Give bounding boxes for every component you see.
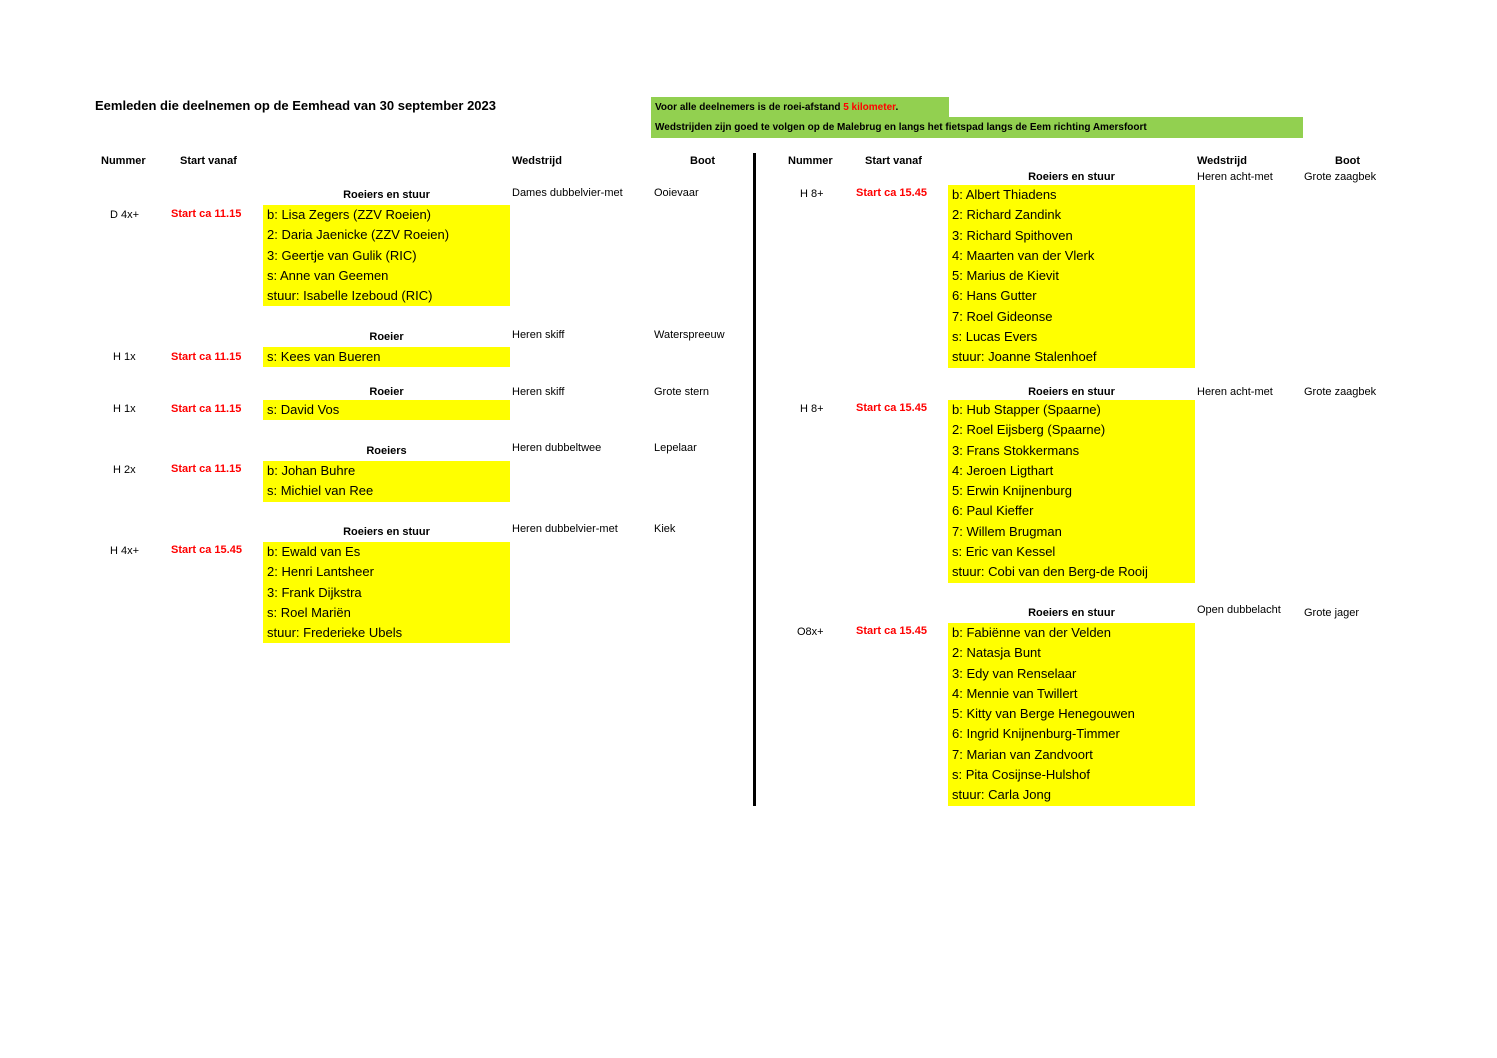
crew-member: 7: Marian van Zandvoort	[952, 746, 1093, 762]
crew-list	[948, 623, 1195, 806]
crew-member: s: Michiel van Ree	[267, 483, 374, 499]
crew-member: stuur: Carla Jong	[952, 787, 1051, 803]
crew-subheader: Roeiers en stuur	[343, 526, 430, 538]
crew-member: stuur: Cobi van den Berg-de Rooij	[952, 564, 1148, 580]
crew-list	[263, 461, 510, 502]
start-time: Start ca 11.15	[171, 208, 242, 220]
nummer: O8x+	[797, 626, 824, 638]
boot: Kiek	[654, 523, 676, 535]
crew-member: b: Lisa Zegers (ZZV Roeien)	[267, 207, 432, 222]
crew-member: b: Ewald van Es	[267, 544, 361, 559]
crew-member: stuur: Isabelle Izeboud (RIC)	[267, 288, 433, 304]
crew-member: 6: Hans Gutter	[952, 288, 1037, 304]
header-start-left: Start vanaf	[180, 155, 237, 167]
crew-member: 3: Geertje van Gulik (RIC)	[267, 247, 417, 263]
crew-member: 6: Paul Kieffer	[952, 503, 1034, 519]
crew-member: 5: Marius de Kievit	[952, 268, 1059, 284]
header-boot-right: Boot	[1335, 155, 1361, 167]
nummer: D 4x+	[110, 209, 140, 221]
crew-subheader: Roeiers en stuur	[1028, 607, 1115, 619]
start-time: Start ca 15.45	[856, 187, 927, 199]
boot: Grote zaagbek	[1304, 386, 1377, 398]
nummer: H 4x+	[110, 545, 140, 557]
crew-member: s: Lucas Evers	[952, 329, 1038, 345]
crew-member: 3: Frans Stokkermans	[952, 442, 1080, 458]
crew-subheader: Roeier	[369, 331, 404, 343]
distance-note	[651, 97, 949, 118]
column-divider	[753, 153, 756, 806]
crew-subheader: Roeiers en stuur	[1028, 171, 1115, 183]
crew-subheader: Roeiers en stuur	[1028, 386, 1115, 398]
crew-member: 3: Frank Dijkstra	[267, 584, 362, 600]
crew-member: s: Roel Mariën	[267, 604, 351, 620]
header-nummer-right: Nummer	[788, 155, 833, 167]
crew-member: 6: Ingrid Knijnenburg-Timmer	[952, 726, 1120, 742]
wedstrijd: Dames dubbelvier-met	[512, 187, 623, 199]
boot: Grote jager	[1304, 607, 1360, 619]
crew-member: 5: Kitty van Berge Henegouwen	[952, 706, 1135, 722]
crew-member: 4: Jeroen Ligthart	[952, 462, 1054, 478]
boot: Grote stern	[654, 386, 710, 398]
start-time: Start ca 11.15	[171, 463, 242, 475]
crew-member: 3: Edy van Renselaar	[952, 665, 1077, 681]
crew-member: 2: Natasja Bunt	[952, 645, 1041, 661]
crew-member: 7: Roel Gideonse	[952, 308, 1053, 324]
boot: Grote zaagbek	[1304, 171, 1377, 183]
crew-list	[263, 400, 510, 420]
crew-member: s: David Vos	[267, 402, 340, 417]
crew-list	[948, 185, 1195, 368]
crew-subheader: Roeiers	[366, 445, 407, 457]
crew-member: 2: Henri Lantsheer	[267, 564, 374, 580]
start-time: Start ca 11.15	[171, 351, 242, 363]
header-wedstrijd-right: Wedstrijd	[1197, 155, 1247, 167]
crew-list	[263, 347, 510, 367]
crew-list	[263, 205, 510, 306]
wedstrijd: Open dubbelacht	[1197, 604, 1281, 616]
start-time: Start ca 15.45	[856, 625, 927, 637]
header-nummer-left: Nummer	[101, 155, 146, 167]
boot: Waterspreeuw	[654, 329, 725, 341]
crew-member: 4: Maarten van der Vlerk	[952, 247, 1095, 263]
wedstrijd: Heren dubbelvier-met	[512, 523, 618, 535]
distance-note-suffix: .	[895, 102, 899, 113]
crew-member: 2: Roel Eijsberg (Spaarne)	[952, 422, 1106, 438]
crew-member: b: Fabiënne van der Velden	[952, 625, 1112, 640]
crew-list	[948, 400, 1195, 583]
wedstrijd: Heren skiff	[512, 386, 565, 398]
crew-member: 4: Mennie van Twillert	[952, 685, 1078, 701]
crew-list	[263, 542, 510, 643]
crew-member: 7: Willem Brugman	[952, 523, 1062, 539]
crew-member: 3: Richard Spithoven	[952, 227, 1073, 243]
boot: Lepelaar	[654, 442, 697, 454]
nummer: H 1x	[113, 403, 136, 415]
crew-member: stuur: Joanne Stalenhoef	[952, 349, 1097, 365]
distance-highlight: 5 kilometer	[843, 102, 896, 113]
crew-member: 5: Erwin Knijnenburg	[952, 483, 1072, 499]
crew-member: s: Pita Cosijnse-Hulshof	[952, 767, 1090, 783]
crew-member: 2: Daria Jaenicke (ZZV Roeien)	[267, 227, 450, 243]
page-title: Eemleden die deelnemen op de Eemhead van 30 september 2023	[95, 98, 497, 113]
wedstrijd: Heren dubbeltwee	[512, 442, 602, 454]
crew-member: stuur: Frederieke Ubels	[267, 625, 403, 641]
header-start-right: Start vanaf	[865, 155, 922, 167]
header-boot-left: Boot	[690, 155, 716, 167]
wedstrijd: Heren acht-met	[1197, 386, 1273, 398]
crew-member: b: Hub Stapper (Spaarne)	[952, 402, 1101, 417]
wedstrijd: Heren acht-met	[1197, 171, 1273, 183]
distance-note-prefix: Voor alle deelnemers is de roei-afstand	[655, 102, 844, 113]
nummer: H 1x	[113, 351, 136, 363]
start-time: Start ca 15.45	[856, 402, 927, 414]
header-wedstrijd-left: Wedstrijd	[512, 155, 562, 167]
crew-member: s: Eric van Kessel	[952, 544, 1056, 560]
crew-member: b: Johan Buhre	[267, 463, 356, 478]
crew-subheader: Roeiers en stuur	[343, 189, 430, 201]
crew-member: 2: Richard Zandink	[952, 207, 1062, 223]
wedstrijd: Heren skiff	[512, 329, 565, 341]
crew-subheader: Roeier	[369, 386, 404, 398]
boot: Ooievaar	[654, 187, 699, 199]
crew-member: s: Anne van Geemen	[267, 267, 389, 283]
nummer: H 8+	[800, 188, 824, 200]
viewing-note: Wedstrijden zijn goed te volgen op de Malebrug en langs het fietspad langs de Eem richting Amersfoort	[651, 117, 1303, 138]
crew-member: b: Albert Thiadens	[952, 187, 1057, 202]
start-time: Start ca 15.45	[171, 544, 242, 556]
start-time: Start ca 11.15	[171, 403, 242, 415]
nummer: H 8+	[800, 403, 824, 415]
crew-member: s: Kees van Bueren	[267, 349, 381, 364]
nummer: H 2x	[113, 464, 136, 476]
